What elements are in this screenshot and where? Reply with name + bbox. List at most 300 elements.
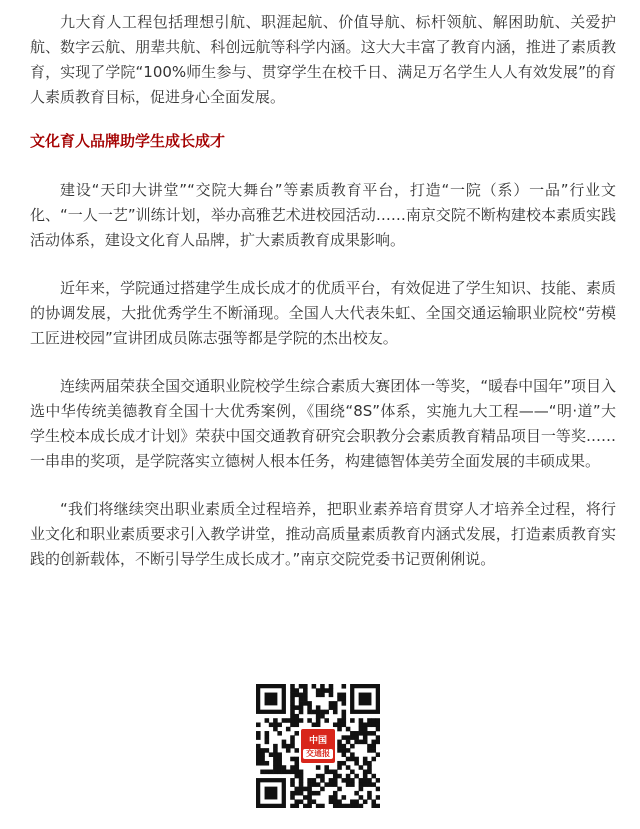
qr-module xyxy=(350,782,355,787)
qr-module xyxy=(277,757,282,762)
qr-module xyxy=(346,748,351,753)
qr-module xyxy=(265,748,270,753)
qr-module xyxy=(294,774,299,779)
qr-module xyxy=(256,752,261,757)
qr-module xyxy=(290,688,295,693)
qr-module xyxy=(350,757,355,762)
qr-module xyxy=(333,795,338,800)
qr-module xyxy=(277,765,282,770)
qr-module xyxy=(337,727,342,732)
qr-module xyxy=(256,757,261,762)
qr-module xyxy=(303,795,308,800)
qr-module xyxy=(337,761,342,766)
qr-module xyxy=(342,752,347,757)
qr-module xyxy=(294,688,299,693)
qr-module xyxy=(371,744,376,749)
qr-module xyxy=(260,757,265,762)
qr-module xyxy=(324,710,329,715)
qr-module xyxy=(371,774,376,779)
qr-module xyxy=(312,799,317,804)
qr-module xyxy=(367,791,372,796)
qr-module xyxy=(299,782,304,787)
qr-module xyxy=(290,697,295,702)
qr-module xyxy=(329,795,334,800)
qr-module xyxy=(307,799,312,804)
qr-module xyxy=(307,705,312,710)
qr-module xyxy=(329,688,334,693)
qr-module xyxy=(303,684,308,689)
qr-module xyxy=(363,731,368,736)
qr-module xyxy=(303,693,308,698)
qr-module xyxy=(303,787,308,792)
qr-module xyxy=(346,774,351,779)
qr-module xyxy=(371,757,376,762)
qr-module xyxy=(303,804,308,808)
qr-module xyxy=(299,774,304,779)
qr-module xyxy=(333,705,338,710)
qr-module xyxy=(320,684,325,689)
qr-module xyxy=(342,693,347,698)
qr-module xyxy=(316,693,321,698)
qr-module xyxy=(307,804,312,808)
qr-module xyxy=(307,782,312,787)
qr-module xyxy=(273,744,278,749)
qr-module xyxy=(294,722,299,727)
qr-module xyxy=(333,804,338,808)
qr-module xyxy=(342,701,347,706)
qr-module xyxy=(363,735,368,740)
qr-module xyxy=(354,757,359,762)
qr-module xyxy=(265,718,270,723)
qr-module xyxy=(265,787,278,800)
qr-module xyxy=(307,710,312,715)
qr-module xyxy=(346,765,351,770)
qr-module xyxy=(342,761,347,766)
qr-module xyxy=(320,804,325,808)
qr-module xyxy=(320,778,325,783)
qr-module xyxy=(294,804,299,808)
qr-module xyxy=(342,714,347,719)
qr-module xyxy=(299,684,304,689)
qr-module xyxy=(307,791,312,796)
qr-module xyxy=(290,804,295,808)
qr-module xyxy=(329,778,334,783)
qr-module xyxy=(290,701,295,706)
qr-module xyxy=(282,740,287,745)
qr-module xyxy=(265,735,270,740)
qr-module xyxy=(273,770,278,775)
qr-module xyxy=(333,799,338,804)
qr-module xyxy=(312,782,317,787)
qr-module xyxy=(359,765,364,770)
qr-module xyxy=(342,735,347,740)
qr-code[interactable] xyxy=(256,684,380,808)
qr-module xyxy=(359,778,364,783)
intro-paragraph: 九大育人工程包括理想引航、职涯起航、价值导航、标杆领航、解困助航、关爱护航、数字云航、朋辈共航、科创远航等科学内涵。这大大丰富了教育内涵，推进了素质教育，实现了学院“100%师生参与、贯穿学生在校千日、满足万名学生人人有效发展”的育人素质教育目标，促进身心全面发展。 xyxy=(30,13,616,106)
qr-module xyxy=(299,710,304,715)
qr-module xyxy=(359,731,364,736)
qr-module xyxy=(290,740,295,745)
qr-module xyxy=(337,799,342,804)
qr-module xyxy=(337,693,342,698)
qr-module xyxy=(286,744,291,749)
qr-module xyxy=(290,791,295,796)
qr-module xyxy=(346,735,351,740)
qr-module xyxy=(337,722,342,727)
qr-module xyxy=(290,770,295,775)
qr-module xyxy=(376,722,380,727)
qr-module xyxy=(350,744,355,749)
qr-module xyxy=(363,740,368,745)
qr-module xyxy=(350,718,355,723)
qr-module xyxy=(286,727,291,732)
qr-module xyxy=(303,701,308,706)
qr-module xyxy=(312,684,317,689)
qr-module xyxy=(342,722,347,727)
qr-module xyxy=(354,791,359,796)
qr-module xyxy=(363,761,368,766)
qr-module xyxy=(363,770,368,775)
qr-module xyxy=(294,693,299,698)
qr-module xyxy=(294,787,299,792)
qr-module xyxy=(359,804,364,808)
qr-module xyxy=(320,714,325,719)
qr-module xyxy=(346,757,351,762)
qr-module xyxy=(354,799,359,804)
qr-module xyxy=(273,748,278,753)
qr-module xyxy=(350,770,355,775)
qr-module xyxy=(359,740,364,745)
qr-module xyxy=(342,778,347,783)
qr-module xyxy=(367,795,372,800)
qr-module xyxy=(354,731,359,736)
qr-module xyxy=(371,731,376,736)
qr-module xyxy=(333,701,338,706)
qr-module xyxy=(329,684,334,689)
qr-module xyxy=(363,757,368,762)
qr-module xyxy=(294,770,299,775)
qr-module xyxy=(324,770,329,775)
qr-module xyxy=(337,744,342,749)
qr-module xyxy=(350,799,355,804)
qr-module xyxy=(363,722,368,727)
qr-module xyxy=(324,688,329,693)
qr-module xyxy=(376,740,380,745)
qr-module xyxy=(367,782,372,787)
qr-module xyxy=(316,774,321,779)
qr-module xyxy=(260,761,265,766)
qr-module xyxy=(346,778,351,783)
qr-module xyxy=(337,804,342,808)
qr-module xyxy=(290,782,295,787)
paragraph-alumni: 近年来，学院通过搭建学生成长成才的优质平台，有效促进了学生知识、技能、素质的协调发展，大批优秀学生不断涌现。全国人大代表朱虹、全国交通运输职业院校“劳模工匠进校园”宣讲团成员陈志强等都是学院的杰出校友。 xyxy=(30,279,616,347)
qr-module xyxy=(363,782,368,787)
qr-module xyxy=(337,718,342,723)
qr-module xyxy=(371,722,376,727)
qr-module xyxy=(320,688,325,693)
qr-module xyxy=(376,718,380,723)
qr-module xyxy=(273,765,278,770)
qr-module xyxy=(294,799,299,804)
qr-module xyxy=(363,727,368,732)
qr-module xyxy=(265,693,278,706)
qr-module xyxy=(290,744,295,749)
qr-module xyxy=(367,731,372,736)
qr-module xyxy=(346,727,351,732)
qr-module xyxy=(363,774,368,779)
qr-module xyxy=(333,782,338,787)
qr-module xyxy=(256,744,261,749)
qr-module xyxy=(342,710,347,715)
qr-module xyxy=(290,705,295,710)
qr-module xyxy=(277,761,282,766)
qr-module xyxy=(371,718,376,723)
qr-module xyxy=(342,718,347,723)
qr-module xyxy=(329,701,334,706)
qr-module xyxy=(256,731,261,736)
qr-module xyxy=(273,757,278,762)
paragraph-quote: “我们将继续突出职业素质全过程培养，把职业素养培育贯穿人才培养全过程，将行业文化和职业素质要求引入教学讲堂，推动高质量素质教育内涵式发展，打造素质教育实践的创新载体，不断引导学生成长成才。”南京交院党委书记贾俐俐说。 xyxy=(30,500,616,568)
qr-module xyxy=(342,748,347,753)
qr-module xyxy=(294,705,299,710)
qr-module xyxy=(260,752,265,757)
qr-module xyxy=(303,688,308,693)
qr-module xyxy=(367,765,372,770)
qr-module xyxy=(363,799,368,804)
qr-module xyxy=(376,804,380,808)
qr-module xyxy=(316,710,321,715)
qr-module xyxy=(350,752,355,757)
qr-module xyxy=(294,718,299,723)
qr-badge-line2: 交通报 xyxy=(303,749,333,759)
qr-module xyxy=(273,752,278,757)
qr-module xyxy=(290,684,295,689)
qr-module xyxy=(290,722,295,727)
qr-module xyxy=(354,804,359,808)
qr-module xyxy=(316,705,321,710)
qr-module xyxy=(337,697,342,702)
qr-module xyxy=(273,761,278,766)
qr-module xyxy=(354,735,359,740)
qr-module xyxy=(277,722,282,727)
qr-module xyxy=(299,791,304,796)
qr-module xyxy=(333,770,338,775)
qr-module xyxy=(277,752,282,757)
qr-module xyxy=(367,748,372,753)
qr-module xyxy=(342,795,347,800)
qr-module xyxy=(337,774,342,779)
qr-module xyxy=(282,770,287,775)
qr-module xyxy=(342,744,347,749)
qr-module xyxy=(316,688,321,693)
qr-module xyxy=(290,718,295,723)
qr-module xyxy=(329,799,334,804)
qr-module xyxy=(269,752,274,757)
paragraph-platforms: 建设“天印大讲堂”“交院大舞台”等素质教育平台，打造“一院（系）一品”行业文化、“一人一艺”训练计划，举办高雅艺术进校园活动……南京交院不断构建校本素质实践活动体系，建设文化育人品牌，扩大素质教育成果影响。 xyxy=(30,181,616,249)
qr-module xyxy=(367,778,372,783)
qr-module xyxy=(307,701,312,706)
qr-module xyxy=(269,722,274,727)
qr-module xyxy=(367,770,372,775)
qr-module xyxy=(354,761,359,766)
qr-module xyxy=(265,761,270,766)
qr-module xyxy=(337,787,342,792)
qr-module xyxy=(299,787,304,792)
qr-module xyxy=(282,744,287,749)
qr-module xyxy=(260,770,265,775)
qr-module xyxy=(316,718,321,723)
qr-badge-line1: 中国 xyxy=(308,736,327,746)
qr-module xyxy=(299,778,304,783)
qr-module xyxy=(294,765,299,770)
qr-module xyxy=(290,693,295,698)
qr-module xyxy=(256,735,261,740)
qr-module xyxy=(256,748,261,753)
qr-module xyxy=(371,799,376,804)
qr-module xyxy=(376,787,380,792)
qr-module xyxy=(346,804,351,808)
qr-module xyxy=(329,782,334,787)
qr-module xyxy=(265,731,270,736)
qr-module xyxy=(354,774,359,779)
qr-module xyxy=(277,731,282,736)
qr-module xyxy=(290,757,295,762)
qr-module xyxy=(350,778,355,783)
qr-module xyxy=(324,718,329,723)
qr-module xyxy=(359,722,364,727)
qr-module xyxy=(286,748,291,753)
qr-module xyxy=(371,740,376,745)
qr-module xyxy=(269,770,274,775)
qr-module xyxy=(333,774,338,779)
qr-module xyxy=(290,765,295,770)
qr-module xyxy=(273,727,278,732)
qr-module xyxy=(350,735,355,740)
qr-module xyxy=(359,782,364,787)
qr-module xyxy=(290,795,295,800)
qr-module xyxy=(376,735,380,740)
qr-module xyxy=(316,791,321,796)
qr-module xyxy=(316,804,321,808)
qr-module xyxy=(299,697,304,702)
qr-module xyxy=(342,804,347,808)
qr-module xyxy=(316,765,321,770)
section-heading: 文化育人品牌助学生成长成才 xyxy=(30,132,226,150)
qr-module xyxy=(299,718,304,723)
qr-module xyxy=(307,795,312,800)
qr-module xyxy=(299,701,304,706)
qr-module xyxy=(290,710,295,715)
qr-module xyxy=(337,765,342,770)
qr-module xyxy=(359,727,364,732)
paragraph-awards: 连续两届荣获全国交通职业院校学生综合素质大赛团体一等奖，“暖春中国年”项目入选中华传统美德教育全国十大优秀案例，《围绕“8S”体系，实施九大工程——“明·道”大学生校本成长成才计划》荣获中国交通教育研究会职教分会素质教育精品项目一等奖……一串串的奖项，是学院落实立德树人根本任务，构建德智体美劳全面发展的丰硕成果。 xyxy=(30,377,616,470)
qr-module xyxy=(277,770,282,775)
qr-badge-logo xyxy=(299,727,337,765)
qr-module xyxy=(303,697,308,702)
qr-module xyxy=(290,778,295,783)
qr-module xyxy=(337,748,342,753)
qr-module xyxy=(346,782,351,787)
qr-module xyxy=(312,791,317,796)
qr-module xyxy=(376,795,380,800)
qr-module xyxy=(290,735,295,740)
qr-module xyxy=(286,718,291,723)
qr-module xyxy=(333,791,338,796)
qr-module xyxy=(376,778,380,783)
qr-module xyxy=(359,787,364,792)
qr-module xyxy=(367,718,372,723)
qr-module xyxy=(376,752,380,757)
qr-module xyxy=(371,782,376,787)
qr-module xyxy=(307,718,312,723)
qr-module xyxy=(320,787,325,792)
qr-module xyxy=(333,778,338,783)
qr-module xyxy=(282,765,287,770)
qr-module xyxy=(312,710,317,715)
qr-module xyxy=(376,727,380,732)
qr-module xyxy=(337,740,342,745)
qr-module xyxy=(312,778,317,783)
qr-module xyxy=(299,770,304,775)
qr-module xyxy=(324,782,329,787)
qr-module xyxy=(367,744,372,749)
qr-module xyxy=(371,748,376,753)
qr-module xyxy=(286,770,291,775)
qr-module xyxy=(333,710,338,715)
qr-module xyxy=(299,693,304,698)
qr-module xyxy=(273,722,278,727)
qr-module xyxy=(329,770,334,775)
qr-module xyxy=(346,740,351,745)
qr-module xyxy=(273,718,278,723)
qr-module xyxy=(307,778,312,783)
qr-module xyxy=(329,705,334,710)
qr-module xyxy=(320,774,325,779)
qr-module xyxy=(282,718,287,723)
qr-module xyxy=(329,693,334,698)
qr-module xyxy=(359,795,364,800)
qr-module xyxy=(256,761,261,766)
qr-module xyxy=(307,787,312,792)
qr-module xyxy=(363,778,368,783)
qr-module xyxy=(367,722,372,727)
qr-module xyxy=(299,799,304,804)
article-body xyxy=(30,10,616,572)
qr-module xyxy=(294,791,299,796)
qr-module xyxy=(371,804,376,808)
qr-module xyxy=(265,740,270,745)
qr-module xyxy=(290,714,295,719)
qr-module xyxy=(256,722,261,727)
qr-module xyxy=(294,714,299,719)
qr-module xyxy=(342,697,347,702)
qr-module xyxy=(350,804,355,808)
qr-module xyxy=(320,710,325,715)
qr-module xyxy=(316,714,321,719)
qr-module xyxy=(324,765,329,770)
qr-module xyxy=(260,748,265,753)
qr-module xyxy=(299,705,304,710)
qr-module xyxy=(316,782,321,787)
qr-module xyxy=(367,761,372,766)
qr-module xyxy=(359,718,364,723)
qr-module xyxy=(350,731,355,736)
qr-module xyxy=(342,684,347,689)
qr-module xyxy=(354,740,359,745)
qr-module xyxy=(359,693,372,706)
qr-module xyxy=(265,770,270,775)
qr-module xyxy=(320,693,325,698)
